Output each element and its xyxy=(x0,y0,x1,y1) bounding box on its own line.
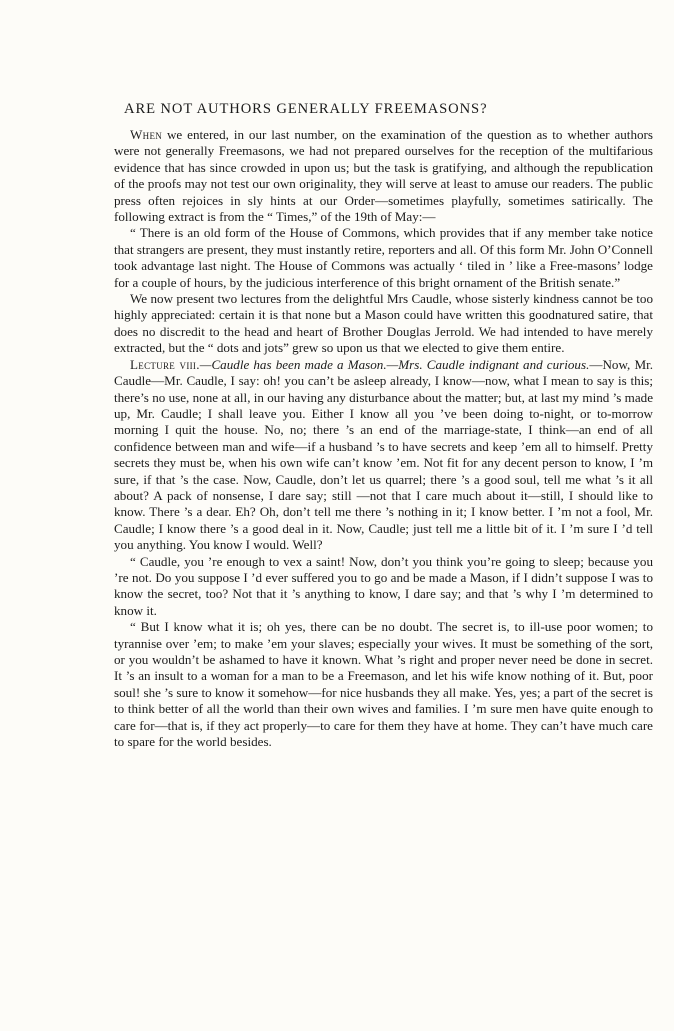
paragraph-caudle-vex xyxy=(114,554,653,620)
paragraph-text: we entered, in our last number, on the examination of the question as to whether authors were not generally Freemasons, we had not prepared ourselves for the reception of the multifarious evidence that has since crowded in upon us; but the task is gratifying, and although the republication of the proofs may not test our own originality, they will serve at least to amuse our readers. The public press often rejoices in sly hints at our Order—sometimes playfully, sometimes satirically. The following extract is from the “ Times,” of the 19th of May:— xyxy=(114,127,653,225)
article-body xyxy=(114,127,653,750)
paragraph-caudle-intro xyxy=(114,291,653,357)
paragraph-caudle-secret xyxy=(114,619,653,750)
paragraph-text: “ There is an old form of the House of Commons, which provides that if any member take notice that strangers are present, they must instantly retire, reporters and all. Of this form Mr. John O’Connell took advantage last night. The House of Commons was actually ‘ tiled in ’ like a Free-masons’ lodge for a couple of hours, by the judicious interference of this bright ornament of the British senate.” xyxy=(114,225,653,290)
paragraph-text: “ But I know what it is; oh yes, there can be no doubt. The secret is, to ill-use poor women; to tyrannise over ’em; to make ’em your slaves; especially your wives. It must be something of the sort, or you wouldn’t be ashamed to have it known. What ’s right and proper never need be done in secret. It ’s an insult to a woman for a man to be a Freemason, and let his wife know nothing of it. But, poor soul! she ’s sure to know it somehow—for nice husbands they all make. Yes, yes; a part of the secret is to think better of all the world than their own wives and families. I ’m sure men have quite enough to care for—that is, if they act properly—to care for them they have at home. They can’t have much care to spare for the world besides. xyxy=(114,619,653,750)
paragraph-intro xyxy=(114,127,653,225)
paragraph-lead-word: When xyxy=(130,127,163,142)
paragraph-lecture-viii xyxy=(114,357,653,554)
paragraph-text: “ Caudle, you ’re enough to vex a saint! Now, don’t you think you’re going to sleep; because you ’re not. Do you suppose I ’d ever suffered you to go and be made a Mason, if I didn’t suppose I was to know the secret, too? Not that it ’s anything to know, I dare say; and that ’s why I ’m determined to know it. xyxy=(114,553,653,618)
paragraph-times-extract xyxy=(114,225,653,291)
paragraph-text: We now present two lectures from the delightful Mrs Caudle, whose sisterly kindness cannot be too highly appreciated: certain it is that none but a Mason could have written this goodnatured satire, that does no discredit to the head and heart of Brother Douglas Jerrold. We had intended to have merely extracted, but the “ dots and jots” grew so upon us that we elected to give them entire. xyxy=(114,291,653,356)
paragraph-text: —Now, Mr. Caudle—Mr. Caudle, I say: oh! you can’t be asleep already, I know—now, what I mean to say is this; there’s no use, none at all, in our having any disturbance about the matter; but, at last my mind ’s made up, Mr. Caudle; I shall leave you. Either I know all you ’ve been doing to-night, or to-morrow morning I quit the house. No, no; there ’s an end of the marriage-state, I think—an end of all confidence between man and wife—if a husband ’s to have secrets and keep ’em all to himself. Pretty secrets they must be, when his own wife can’t know ’em. Not fit for any decent person to know, I ’m sure, if that ’s the case. Now, Caudle, don’t let us quarrel; there ’s a good soul, tell me what ’s it all about? A pack of nonsense, I dare say; still —not that I care much about it—still, I should like to know. There ’s a dear. Eh? Oh, don’t tell me there ’s nothing in it; I know better. I ’m not a fool, Mr. Caudle; I know there ’s a good deal in it. Now, Caudle; just tell me a little bit of it. I ’m sure I ’d tell you anything. You know I would. Well? xyxy=(114,356,653,553)
page-title: ARE NOT AUTHORS GENERALLY FREEMASONS? xyxy=(124,101,488,117)
lecture-heading: Lecture viii. xyxy=(130,356,200,372)
lecture-subtitle: —Caudle has been made a Mason.—Mrs. Caudle indignant and curious. xyxy=(199,356,590,372)
